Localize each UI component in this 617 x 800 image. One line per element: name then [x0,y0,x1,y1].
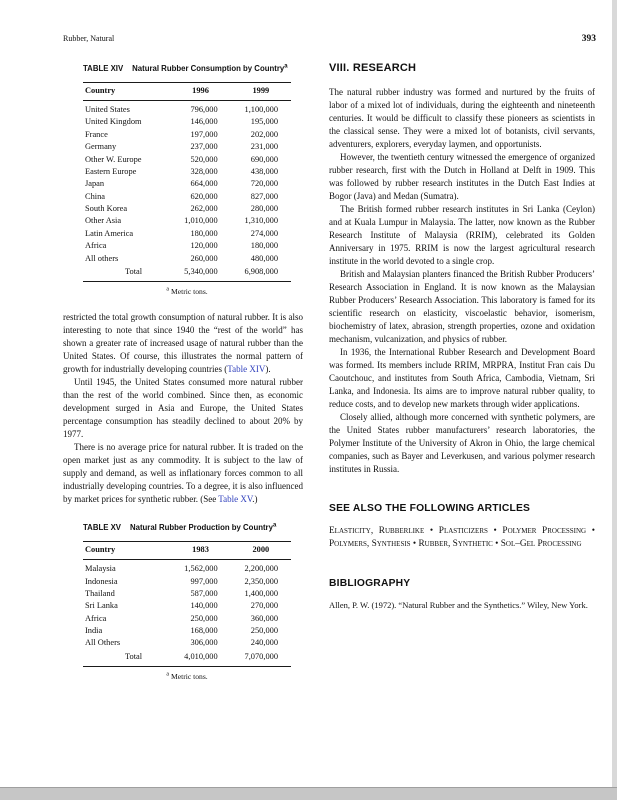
running-head-title: Rubber, Natural [63,34,115,43]
value-cell: 168,000 [190,626,218,636]
section-heading-research: VIII. RESEARCH [329,62,417,74]
table-row [83,215,291,227]
table-column-header: 1983 [170,541,230,559]
value-cell: 195,000 [250,117,278,127]
table-column-header: 2000 [231,541,291,559]
running-head [63,34,596,44]
row-label: India [85,626,103,636]
value-cell: 1,562,000 [184,564,218,574]
value-cell: 5,340,000 [184,266,218,276]
value-cell: 240,000 [250,638,278,648]
value-cell: 997,000 [190,576,218,586]
table-crossref-link[interactable]: Table XIV [227,364,266,375]
text-run: restricted the total growth consumption of natural rubber. It is also interesting to note that since 1940 the “rest of the world” has shown a greater rate of increased usage of natural rubber than the United States. Of course, this illustrates the normal pattern of growth for industrially developing countries ( [63,312,303,375]
value-cell: 202,000 [250,129,278,139]
row-label: Total [125,266,143,276]
see-also-list: Elasticity, Rubberlike • Plasticizers • Polymer Processing • Polymers, Synthesis • Rubber, Synthetic • Sol–Gel Processing [329,526,595,549]
value-cell: 1,100,000 [244,105,278,114]
row-label: United States [85,105,130,114]
value-cell: 2,200,000 [244,564,278,574]
table-row [83,190,291,202]
table-column-header: Country [83,82,170,100]
table-xv-block [63,523,303,681]
paragraph: British and Malaysian planters financed the British Rubber Producers’ Research Association in England. It is now known as the Malaysian Rubber Producers’ Research Association. This laboratory is famed for its scientific research on elasticity, viscoelastic behavior, isomerism, biochemistry of latex, abrasion, strength properties, ozone and oxidation mechanism, vulcanization, and physics of rubber. [329,269,595,344]
value-cell: 231,000 [250,142,278,152]
value-cell: 690,000 [250,154,278,164]
table-row [83,575,291,587]
row-label: All others [85,253,119,263]
table-row [83,600,291,612]
table-row [83,129,291,141]
table-xv-note-marker: a [272,522,277,529]
table-xv [83,541,291,667]
paragraph: However, the twentieth century witnessed the emergence of organized rubber research, first with the Dutch in Holland at Delft in 1909. This was followed by rubber research institutes in the Dutch East Indies at Bogor (Java) and Medan (Sumatra). [329,152,595,201]
table-row [83,559,291,575]
row-label: All Others [85,638,121,648]
row-label: Japan [85,179,105,189]
value-cell: 664,000 [190,179,218,189]
row-label: United Kingdom [85,117,142,127]
table-column-header: 1996 [170,82,230,100]
row-label: China [85,191,106,201]
table-total-row [83,650,291,667]
row-label: Latin America [85,228,134,238]
text-run: Until 1945, the United States consumed more natural rubber than the rest of the world combined. Since then, as economic development surged in Asia and Europe, the United States percentage consumption has steadily declined to about 20% by 1977. [63,377,303,440]
left-column [63,62,303,696]
row-label: Sri Lanka [85,601,118,611]
value-cell: 620,000 [190,191,218,201]
value-cell: 180,000 [190,228,218,238]
right-column [329,62,595,696]
value-cell: 328,000 [190,166,218,176]
value-cell: 4,010,000 [184,651,218,661]
row-label: Thailand [85,588,115,598]
value-cell: 520,000 [190,154,218,164]
page-number: 393 [581,34,596,44]
value-cell: 796,000 [190,105,218,114]
value-cell: 7,070,000 [244,651,278,661]
table-column-header: 1999 [231,82,291,100]
text-run: ). [265,364,271,375]
table-xiv-block [63,64,303,296]
table-row [83,240,291,252]
two-column-layout [63,62,596,696]
row-label: Other W. Europe [85,154,142,164]
value-cell: 140,000 [190,601,218,611]
value-cell: 2,350,000 [244,576,278,586]
paragraph [63,376,303,441]
paragraph: Closely allied, although more concerned with synthetic polymers, are the United States rubber manufacturers’ research laboratories, the Polymer Institute of the University of Akron in Ohio, the large chemical companies, such as Bayer and Leverkusen, and various polymer research institutes in Russia. [329,412,595,474]
text-run: There is no average price for natural rubber. It is traded on the open market just as any commodity. It is subject to the law of supply and demand, as well as inflationary forces common to all industrially developing countries. To a degree, it is also influenced by market prices for synthetic rubber. (See [63,442,303,505]
table-xv-caption [83,523,291,534]
table-xv-title: Natural Rubber Production by Country [129,523,273,533]
value-cell: 1,010,000 [184,216,218,226]
table-xiv-footnote: $^a$ Metric tons. [166,286,208,297]
value-cell: 180,000 [250,241,278,251]
table-row [83,100,291,116]
row-label: Eastern Europe [85,166,137,176]
table-row [83,166,291,178]
row-label: France [85,129,108,139]
table-column-header: Country [83,541,170,559]
table-xiv [83,82,291,283]
paragraph [63,311,303,376]
table-row [83,588,291,600]
value-cell: 237,000 [190,142,218,152]
value-cell: 274,000 [250,228,278,238]
value-cell: 250,000 [190,613,218,623]
paragraph: The British formed rubber research institutes in Sri Lanka (Ceylon) and at Kuala Lumpur in Malaysia. The latter, now known as the Rubber Research Institute of Malaysia (RRIM), celebrated its Golden Anniversary in 1975. RRIM is now the largest agricultural research institute in the world devoted to a single crop. [329,204,595,266]
value-cell: 1,310,000 [244,216,278,226]
table-row [83,637,291,649]
row-label: Indonesia [85,576,118,586]
scan-edge-bottom [0,787,617,800]
value-cell: 197,000 [190,129,218,139]
bibliography-entry: Allen, P. W. (1972). “Natural Rubber and the Synthetics.” Wiley, New York. [329,600,588,610]
row-label: Germany [85,142,117,152]
row-label: Malaysia [85,564,116,574]
table-xv-footnote: $^a$ Metric tons. [166,671,208,682]
value-cell: 260,000 [190,253,218,263]
value-cell: 827,000 [250,191,278,201]
table-xiv-caption [83,64,291,75]
paragraph: The natural rubber industry was formed and nurtured by the fruits of labor of a mixed lot of individuals, during the eighteenth and nineteenth centuries. It would be difficult to classify these pioneers as scientists in the classical sense. They were a mixed lot of botanists, civil servants, adventurers, explorers, everyday laymen, and opportunists. [329,87,595,149]
value-cell: 270,000 [250,601,278,611]
table-total-row [83,265,291,282]
row-label: Total [125,651,143,661]
table-row [83,613,291,625]
paragraph: In 1936, the International Rubber Research and Development Board was formed. Its members include RRIM, MRPRA, Institut Fran cais Du Caoutchouc, and institutes from South Africa, Cambodia, Vietnam, Sri Lanka, and Indonesia. Its aims are to improve natural rubber quality, to reduce costs, and to develop new markets through wider applications. [329,347,595,409]
value-cell: 262,000 [190,204,218,213]
row-label: Africa [85,613,107,623]
value-cell: 1,400,000 [244,588,278,598]
value-cell: 438,000 [250,166,278,176]
value-cell: 360,000 [250,613,278,623]
table-xiv-note-marker: a [284,63,288,70]
table-xiv-label: TABLE XIV [83,64,124,73]
value-cell: 480,000 [250,253,278,263]
value-cell: 146,000 [190,117,218,127]
value-cell: 306,000 [190,638,218,648]
table-row [83,178,291,190]
table-row [83,153,291,165]
table-crossref-link[interactable]: Table XV [218,494,253,505]
table-xiv-title: Natural Rubber Consumption by Country [132,64,285,73]
paragraph [63,441,303,506]
value-cell: 587,000 [190,588,218,598]
row-label: Africa [85,241,107,251]
table-row [83,116,291,128]
value-cell: 120,000 [190,241,218,251]
value-cell: 6,908,000 [244,266,278,276]
value-cell: 720,000 [250,179,278,189]
value-cell: 280,000 [250,204,278,213]
scan-edge-right [612,0,617,800]
see-also-heading: SEE ALSO THE FOLLOWING ARTICLES [329,503,531,514]
value-cell: 250,000 [250,626,278,636]
text-run: .) [252,494,258,505]
table-row [83,203,291,215]
table-row [83,228,291,240]
table-row [83,141,291,153]
row-label: Other Asia [85,216,122,226]
row-label: South Korea [85,204,128,213]
table-row [83,625,291,637]
bibliography-heading: BIBLIOGRAPHY [329,578,411,589]
table-xv-label: TABLE XV [83,523,121,533]
table-row [83,252,291,264]
